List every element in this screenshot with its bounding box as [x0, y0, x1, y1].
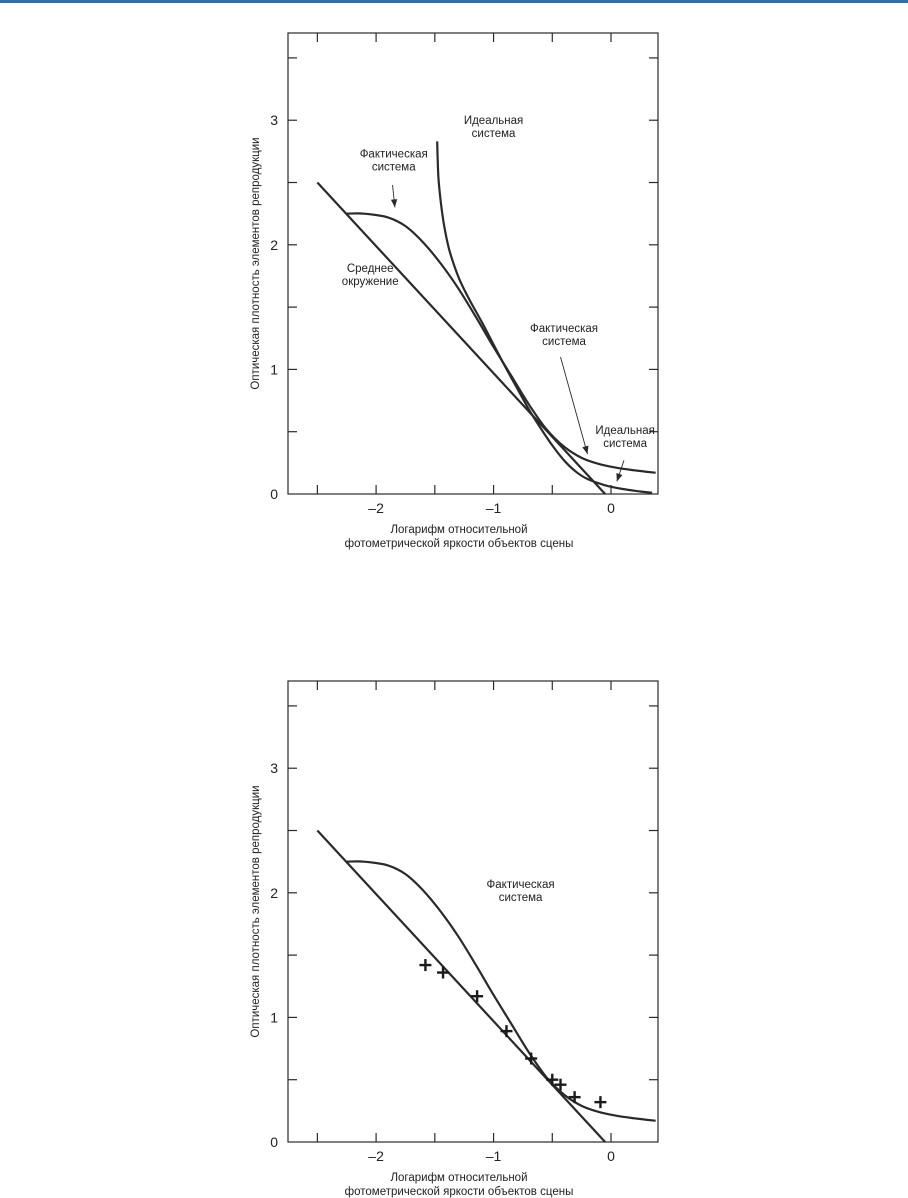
annotation-label: система: [542, 336, 586, 349]
y-tick-label: 1: [270, 1009, 278, 1026]
x-tick-label: –2: [368, 1148, 384, 1164]
x-tick-label: 0: [607, 500, 615, 516]
annotation-label: Идеальная: [463, 114, 524, 127]
data-marker: [500, 1025, 512, 1037]
x-tick-label: –1: [485, 500, 502, 516]
x-axis-title: фотометрической яркости объектов сцены: [344, 538, 574, 550]
data-marker: [569, 1091, 581, 1103]
data-marker: [594, 1096, 606, 1108]
x-axis-title: Логарифм относительной: [390, 1172, 528, 1184]
annotation-arrow: [616, 460, 624, 481]
y-tick-label: 1: [270, 361, 278, 378]
annotation-label: Фактическая: [530, 323, 599, 336]
y-axis-title: Оптическая плотность элементов репродукции: [250, 785, 262, 1038]
annotation-label: Идеальная: [595, 425, 655, 438]
y-tick-label: 3: [270, 112, 278, 129]
y-tick-label: 0: [270, 1134, 278, 1150]
annotation-label: система: [371, 161, 416, 174]
annotation-label: окружение: [341, 276, 399, 289]
plot-frame: [288, 681, 658, 1142]
annotation-label: система: [471, 127, 516, 140]
chart-panel-1: [250, 33, 658, 550]
x-tick-label: 0: [607, 1148, 615, 1164]
annotation-label: система: [603, 438, 647, 451]
annotation-arrow: [561, 357, 589, 454]
annotation-label: Фактическая: [359, 148, 428, 161]
annotation-label: Фактическая: [486, 878, 555, 891]
y-tick-label: 2: [270, 236, 278, 253]
y-axis-title: Оптическая плотность элементов репродукции: [250, 137, 262, 390]
chart-panel-2: [250, 681, 658, 1198]
x-tick-label: –1: [485, 1148, 502, 1164]
annotation-label: система: [498, 891, 543, 904]
y-tick-label: 2: [270, 884, 278, 901]
x-axis-title: фотометрической яркости объектов сцены: [344, 1186, 574, 1198]
y-tick-label: 3: [270, 760, 278, 777]
data-marker: [437, 967, 449, 979]
x-tick-label: –2: [368, 500, 384, 516]
y-tick-label: 0: [270, 486, 278, 502]
annotation-arrow: [391, 185, 397, 207]
series-line-1: [317, 831, 605, 1142]
data-marker: [419, 959, 431, 971]
annotation-label: Среднее: [346, 263, 394, 276]
x-axis-title: Логарифм относительной: [390, 524, 528, 536]
